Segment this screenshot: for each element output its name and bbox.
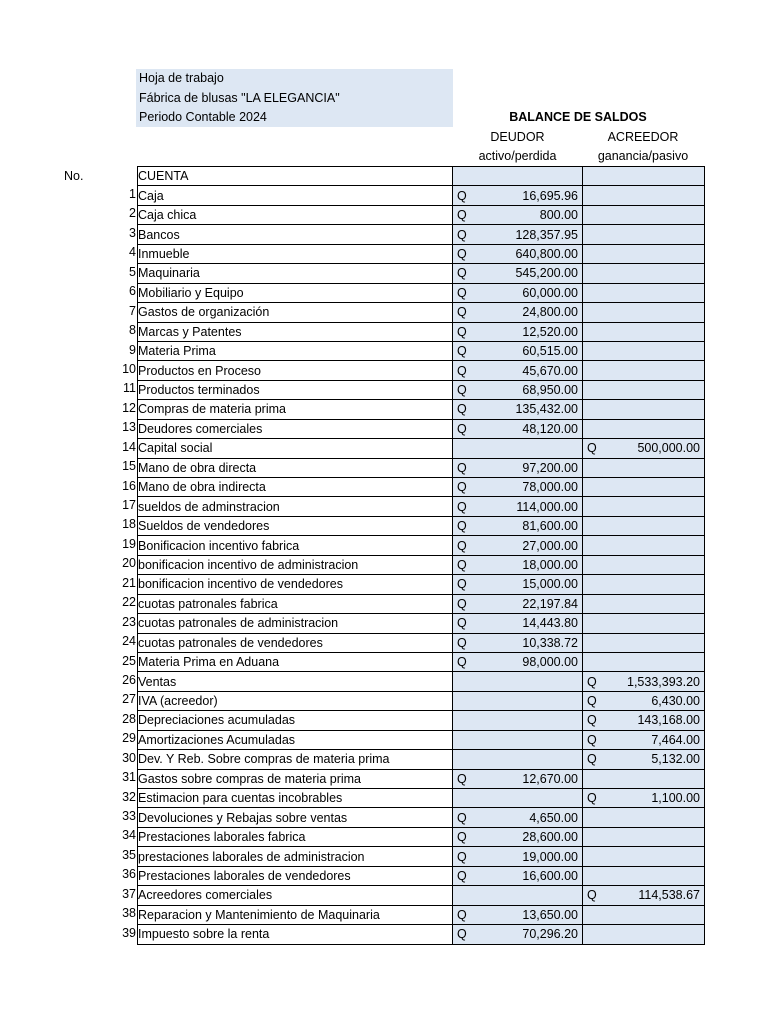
credit-amount-cell bbox=[583, 594, 705, 613]
table-row bbox=[138, 497, 705, 516]
table-row bbox=[138, 555, 705, 574]
debit-amount-cell bbox=[453, 361, 583, 380]
credit-amount: 1,100.00 bbox=[651, 791, 700, 806]
table-row bbox=[138, 400, 705, 419]
row-number: 9 bbox=[129, 342, 136, 357]
table-row bbox=[138, 516, 705, 535]
account-name: sueldos de adminstracion bbox=[138, 497, 453, 516]
debit-amount: 12,670.00 bbox=[522, 771, 578, 786]
currency-symbol: Q bbox=[457, 927, 467, 942]
credit-amount-cell bbox=[583, 439, 705, 458]
credit-amount-cell bbox=[583, 808, 705, 827]
credit-amount-cell bbox=[583, 283, 705, 302]
currency-symbol: Q bbox=[457, 285, 467, 300]
row-number: 38 bbox=[122, 906, 136, 921]
account-name: Impuesto sobre la renta bbox=[138, 925, 453, 944]
table-row bbox=[138, 905, 705, 924]
deudor-header-cell bbox=[453, 167, 583, 186]
debit-amount: 70,296.20 bbox=[522, 927, 578, 942]
debit-amount: 640,800.00 bbox=[515, 246, 578, 261]
currency-symbol: Q bbox=[587, 732, 597, 747]
row-number: 5 bbox=[129, 264, 136, 279]
table-row bbox=[138, 730, 705, 749]
debit-amount-cell bbox=[453, 925, 583, 944]
acreedor-header-cell bbox=[583, 167, 705, 186]
debit-amount-cell bbox=[453, 575, 583, 594]
debit-amount-cell bbox=[453, 225, 583, 244]
credit-amount-cell bbox=[583, 322, 705, 341]
debit-amount: 97,200.00 bbox=[522, 460, 578, 475]
credit-amount-cell bbox=[583, 711, 705, 730]
debit-amount: 10,338.72 bbox=[522, 635, 578, 650]
debit-amount: 135,432.00 bbox=[515, 402, 578, 417]
credit-amount: 143,168.00 bbox=[637, 713, 700, 728]
debit-amount: 128,357.95 bbox=[515, 227, 578, 242]
table-row bbox=[138, 283, 705, 302]
credit-amount-cell bbox=[583, 400, 705, 419]
table-row bbox=[138, 341, 705, 360]
currency-symbol: Q bbox=[457, 188, 467, 203]
account-name: Gastos de organización bbox=[138, 303, 453, 322]
table-row bbox=[138, 672, 705, 691]
row-number: 17 bbox=[122, 498, 136, 512]
currency-symbol: Q bbox=[457, 266, 467, 281]
row-number: 39 bbox=[122, 925, 136, 940]
debit-amount: 81,600.00 bbox=[522, 519, 578, 534]
credit-amount-cell bbox=[583, 905, 705, 924]
table-row bbox=[138, 827, 705, 846]
debit-amount-cell bbox=[453, 536, 583, 555]
account-name: Capital social bbox=[138, 439, 453, 458]
credit-amount-cell bbox=[583, 516, 705, 535]
credit-amount: 5,132.00 bbox=[651, 752, 700, 767]
credit-amount-cell bbox=[583, 205, 705, 224]
row-number: 21 bbox=[122, 575, 136, 590]
no-column-label: No. bbox=[64, 169, 84, 183]
currency-symbol: Q bbox=[587, 888, 597, 903]
credit-amount-cell bbox=[583, 925, 705, 944]
debit-amount-cell bbox=[453, 789, 583, 808]
account-name: bonificacion incentivo de administracion bbox=[138, 555, 453, 574]
debit-amount-cell bbox=[453, 750, 583, 769]
credit-amount-cell bbox=[583, 225, 705, 244]
credit-amount-cell bbox=[583, 866, 705, 885]
credit-amount-cell bbox=[583, 730, 705, 749]
currency-symbol: Q bbox=[587, 713, 597, 728]
table-row bbox=[138, 458, 705, 477]
row-number: 19 bbox=[122, 536, 136, 551]
table-row bbox=[138, 925, 705, 944]
credit-amount-cell bbox=[583, 380, 705, 399]
table-row bbox=[138, 186, 705, 205]
currency-symbol: Q bbox=[587, 694, 597, 709]
account-name: Prestaciones laborales fabrica bbox=[138, 827, 453, 846]
credit-amount: 7,464.00 bbox=[651, 732, 700, 747]
account-name: cuotas patronales de administracion bbox=[138, 614, 453, 633]
table-row bbox=[138, 264, 705, 283]
row-number: 7 bbox=[129, 303, 136, 318]
table-row bbox=[138, 614, 705, 633]
currency-symbol: Q bbox=[457, 635, 467, 650]
account-name: Maquinaria bbox=[138, 264, 453, 283]
row-number: 22 bbox=[122, 595, 136, 610]
row-number: 20 bbox=[122, 556, 136, 571]
table-row bbox=[138, 866, 705, 885]
debit-amount: 12,520.00 bbox=[522, 324, 578, 339]
row-number: 12 bbox=[122, 400, 136, 415]
worksheet-title: Hoja de trabajo bbox=[139, 71, 224, 85]
row-number: 16 bbox=[122, 478, 136, 493]
debit-amount: 98,000.00 bbox=[522, 655, 578, 670]
debit-amount: 27,000.00 bbox=[522, 538, 578, 553]
currency-symbol: Q bbox=[457, 480, 467, 495]
debit-amount-cell bbox=[453, 458, 583, 477]
account-name: Ventas bbox=[138, 672, 453, 691]
debit-amount: 114,000.00 bbox=[516, 499, 578, 514]
debit-amount: 800.00 bbox=[539, 208, 578, 223]
table-row bbox=[138, 750, 705, 769]
row-number: 8 bbox=[129, 323, 136, 338]
debit-amount-cell bbox=[453, 672, 583, 691]
debit-amount-cell bbox=[453, 769, 583, 788]
table-row bbox=[138, 691, 705, 710]
row-number: 24 bbox=[122, 634, 136, 649]
currency-symbol: Q bbox=[457, 907, 467, 922]
debit-amount-cell bbox=[453, 808, 583, 827]
credit-amount-cell bbox=[583, 536, 705, 555]
acreedor-header: ACREEDOR bbox=[607, 130, 679, 144]
account-name: Reparacion y Mantenimiento de Maquinaria bbox=[138, 905, 453, 924]
row-number: 10 bbox=[122, 361, 136, 376]
debit-amount-cell bbox=[453, 866, 583, 885]
credit-amount-cell bbox=[583, 478, 705, 497]
currency-symbol: Q bbox=[457, 849, 467, 864]
row-number: 28 bbox=[122, 711, 136, 726]
debit-amount-cell bbox=[453, 827, 583, 846]
credit-amount-cell bbox=[583, 458, 705, 477]
row-number: 25 bbox=[122, 653, 136, 668]
debit-amount: 45,670.00 bbox=[522, 363, 578, 378]
debit-amount: 60,000.00 bbox=[522, 285, 578, 300]
debit-amount: 545,200.00 bbox=[515, 266, 578, 281]
credit-amount-cell bbox=[583, 555, 705, 574]
row-number: 4 bbox=[129, 245, 136, 260]
currency-symbol: Q bbox=[457, 655, 467, 670]
account-name: Marcas y Patentes bbox=[138, 322, 453, 341]
debit-amount-cell bbox=[453, 186, 583, 205]
debit-amount-cell bbox=[453, 497, 583, 516]
credit-amount-cell bbox=[583, 633, 705, 652]
debit-amount: 13,650.00 bbox=[522, 907, 578, 922]
row-number: 6 bbox=[129, 284, 136, 299]
debit-amount-cell bbox=[453, 264, 583, 283]
debit-amount-cell bbox=[453, 905, 583, 924]
debit-amount-cell bbox=[453, 886, 583, 905]
currency-symbol: Q bbox=[587, 791, 597, 806]
credit-amount-cell bbox=[583, 419, 705, 438]
account-name: cuotas patronales fabrica bbox=[138, 594, 453, 613]
credit-amount-cell bbox=[583, 497, 705, 516]
currency-symbol: Q bbox=[457, 363, 467, 378]
credit-amount-cell bbox=[583, 847, 705, 866]
table-row bbox=[138, 633, 705, 652]
currency-symbol: Q bbox=[457, 305, 467, 320]
accounting-period: Periodo Contable 2024 bbox=[139, 110, 267, 124]
row-number: 23 bbox=[122, 614, 136, 629]
row-number: 34 bbox=[122, 828, 136, 843]
debit-amount-cell bbox=[453, 691, 583, 710]
currency-symbol: Q bbox=[457, 596, 467, 611]
row-number: 13 bbox=[122, 420, 136, 435]
debit-amount-cell bbox=[453, 555, 583, 574]
table-row bbox=[138, 419, 705, 438]
account-name: Materia Prima bbox=[138, 341, 453, 360]
credit-amount-cell bbox=[583, 341, 705, 360]
cuenta-header: CUENTA bbox=[138, 167, 453, 186]
row-number: 33 bbox=[122, 809, 136, 823]
company-name: Fábrica de blusas "LA ELEGANCIA" bbox=[139, 91, 340, 105]
account-name: Sueldos de vendedores bbox=[138, 516, 453, 535]
table-row bbox=[138, 594, 705, 613]
credit-amount-cell bbox=[583, 827, 705, 846]
debit-amount: 19,000.00 bbox=[522, 849, 578, 864]
currency-symbol: Q bbox=[457, 810, 467, 825]
account-name: Estimacion para cuentas incobrables bbox=[138, 789, 453, 808]
table-row bbox=[138, 380, 705, 399]
account-name: Productos en Proceso bbox=[138, 361, 453, 380]
trial-balance-table bbox=[137, 166, 705, 945]
credit-amount-cell bbox=[583, 672, 705, 691]
debit-amount: 24,800.00 bbox=[522, 305, 578, 320]
table-row bbox=[138, 769, 705, 788]
credit-amount-cell bbox=[583, 575, 705, 594]
row-number: 1 bbox=[129, 187, 136, 201]
account-name: Mano de obra directa bbox=[138, 458, 453, 477]
currency-symbol: Q bbox=[457, 616, 467, 631]
account-name: Gastos sobre compras de materia prima bbox=[138, 769, 453, 788]
debit-amount: 78,000.00 bbox=[522, 480, 578, 495]
credit-amount-cell bbox=[583, 789, 705, 808]
debit-amount-cell bbox=[453, 283, 583, 302]
row-number: 26 bbox=[122, 672, 136, 687]
row-number: 11 bbox=[123, 381, 136, 396]
table-row bbox=[138, 847, 705, 866]
account-name: IVA (acreedor) bbox=[138, 691, 453, 710]
credit-amount-cell bbox=[583, 303, 705, 322]
account-name: Caja chica bbox=[138, 205, 453, 224]
currency-symbol: Q bbox=[457, 538, 467, 553]
debit-amount-cell bbox=[453, 652, 583, 671]
debit-amount-cell bbox=[453, 244, 583, 263]
credit-amount: 500,000.00 bbox=[637, 441, 700, 456]
table-row bbox=[138, 808, 705, 827]
debit-amount-cell bbox=[453, 380, 583, 399]
balance-title: BALANCE DE SALDOS bbox=[509, 110, 647, 124]
currency-symbol: Q bbox=[457, 557, 467, 572]
account-name: Mobiliario y Equipo bbox=[138, 283, 453, 302]
account-name: Bonificacion incentivo fabrica bbox=[138, 536, 453, 555]
currency-symbol: Q bbox=[457, 519, 467, 534]
table-row bbox=[138, 652, 705, 671]
account-name: Materia Prima en Aduana bbox=[138, 652, 453, 671]
debit-amount-cell bbox=[453, 594, 583, 613]
account-name: Amortizaciones Acumuladas bbox=[138, 730, 453, 749]
account-name: Compras de materia prima bbox=[138, 400, 453, 419]
debit-amount: 16,600.00 bbox=[522, 868, 578, 883]
account-name: Bancos bbox=[138, 225, 453, 244]
debit-amount: 15,000.00 bbox=[522, 577, 578, 592]
credit-amount-cell bbox=[583, 750, 705, 769]
account-name: Depreciaciones acumuladas bbox=[138, 711, 453, 730]
debit-amount: 16,695.96 bbox=[522, 188, 578, 203]
debit-amount-cell bbox=[453, 419, 583, 438]
credit-amount-cell bbox=[583, 769, 705, 788]
table-row bbox=[138, 303, 705, 322]
table-row bbox=[138, 205, 705, 224]
account-name: Devoluciones y Rebajas sobre ventas bbox=[138, 808, 453, 827]
currency-symbol: Q bbox=[587, 674, 597, 689]
currency-symbol: Q bbox=[457, 324, 467, 339]
debit-amount-cell bbox=[453, 478, 583, 497]
credit-amount-cell bbox=[583, 361, 705, 380]
row-number: 27 bbox=[122, 692, 136, 707]
currency-symbol: Q bbox=[457, 344, 467, 359]
deudor-subheader: activo/perdida bbox=[478, 149, 557, 163]
credit-amount-cell bbox=[583, 244, 705, 263]
credit-amount-cell bbox=[583, 186, 705, 205]
debit-amount-cell bbox=[453, 400, 583, 419]
account-name: prestaciones laborales de administracion bbox=[138, 847, 453, 866]
currency-symbol: Q bbox=[457, 246, 467, 261]
row-number: 37 bbox=[122, 886, 136, 901]
credit-amount-cell bbox=[583, 691, 705, 710]
table-row bbox=[138, 886, 705, 905]
table-header-row bbox=[138, 167, 705, 186]
debit-amount-cell bbox=[453, 341, 583, 360]
debit-amount-cell bbox=[453, 303, 583, 322]
account-name: Acreedores comerciales bbox=[138, 886, 453, 905]
row-number: 31 bbox=[122, 770, 136, 785]
debit-amount-cell bbox=[453, 614, 583, 633]
account-name: bonificacion incentivo de vendedores bbox=[138, 575, 453, 594]
debit-amount-cell bbox=[453, 730, 583, 749]
currency-symbol: Q bbox=[587, 441, 597, 456]
row-number: 35 bbox=[122, 847, 136, 862]
row-number: 15 bbox=[122, 459, 136, 474]
debit-amount-cell bbox=[453, 322, 583, 341]
row-number: 2 bbox=[129, 206, 136, 221]
account-name: cuotas patronales de vendedores bbox=[138, 633, 453, 652]
currency-symbol: Q bbox=[587, 752, 597, 767]
account-name: Deudores comerciales bbox=[138, 419, 453, 438]
row-number: 29 bbox=[122, 731, 136, 746]
credit-amount-cell bbox=[583, 614, 705, 633]
row-number: 3 bbox=[129, 225, 136, 240]
credit-amount: 1,533,393.20 bbox=[627, 674, 700, 689]
table-row bbox=[138, 225, 705, 244]
account-name: Inmueble bbox=[138, 244, 453, 263]
account-name: Prestaciones laborales de vendedores bbox=[138, 866, 453, 885]
table-row bbox=[138, 536, 705, 555]
debit-amount: 68,950.00 bbox=[522, 383, 578, 398]
table-row bbox=[138, 575, 705, 594]
currency-symbol: Q bbox=[457, 421, 467, 436]
table-row bbox=[138, 789, 705, 808]
debit-amount-cell bbox=[453, 516, 583, 535]
currency-symbol: Q bbox=[457, 868, 467, 883]
row-number: 32 bbox=[122, 789, 136, 804]
debit-amount: 28,600.00 bbox=[522, 830, 578, 845]
account-name: Productos terminados bbox=[138, 380, 453, 399]
credit-amount: 114,538.67 bbox=[638, 888, 700, 903]
debit-amount-cell bbox=[453, 711, 583, 730]
table-row bbox=[138, 361, 705, 380]
currency-symbol: Q bbox=[457, 383, 467, 398]
debit-amount: 14,443.80 bbox=[522, 616, 578, 631]
row-number: 14 bbox=[122, 439, 136, 454]
currency-symbol: Q bbox=[457, 771, 467, 786]
currency-symbol: Q bbox=[457, 208, 467, 223]
debit-amount: 48,120.00 bbox=[522, 421, 578, 436]
row-number: 30 bbox=[122, 750, 136, 765]
currency-symbol: Q bbox=[457, 499, 467, 514]
currency-symbol: Q bbox=[457, 577, 467, 592]
account-name: Caja bbox=[138, 186, 453, 205]
debit-amount: 18,000.00 bbox=[522, 557, 578, 572]
debit-amount: 4,650.00 bbox=[529, 810, 578, 825]
account-name: Mano de obra indirecta bbox=[138, 478, 453, 497]
debit-amount-cell bbox=[453, 439, 583, 458]
debit-amount-cell bbox=[453, 205, 583, 224]
currency-symbol: Q bbox=[457, 227, 467, 242]
table-row bbox=[138, 439, 705, 458]
credit-amount: 6,430.00 bbox=[651, 694, 700, 709]
table-row bbox=[138, 244, 705, 263]
deudor-header: DEUDOR bbox=[490, 130, 545, 144]
credit-amount-cell bbox=[583, 264, 705, 283]
debit-amount-cell bbox=[453, 633, 583, 652]
credit-amount-cell bbox=[583, 886, 705, 905]
account-name: Dev. Y Reb. Sobre compras de materia prima bbox=[138, 750, 453, 769]
table-row bbox=[138, 322, 705, 341]
table-row bbox=[138, 711, 705, 730]
currency-symbol: Q bbox=[457, 460, 467, 475]
acreedor-subheader: ganancia/pasivo bbox=[597, 149, 689, 163]
currency-symbol: Q bbox=[457, 830, 467, 845]
debit-amount-cell bbox=[453, 847, 583, 866]
debit-amount: 60,515.00 bbox=[522, 344, 578, 359]
credit-amount-cell bbox=[583, 652, 705, 671]
row-number: 36 bbox=[122, 867, 136, 882]
currency-symbol: Q bbox=[457, 402, 467, 417]
row-number-column bbox=[100, 185, 136, 943]
debit-amount: 22,197.84 bbox=[522, 596, 578, 611]
row-number: 18 bbox=[122, 517, 136, 532]
table-row bbox=[138, 478, 705, 497]
